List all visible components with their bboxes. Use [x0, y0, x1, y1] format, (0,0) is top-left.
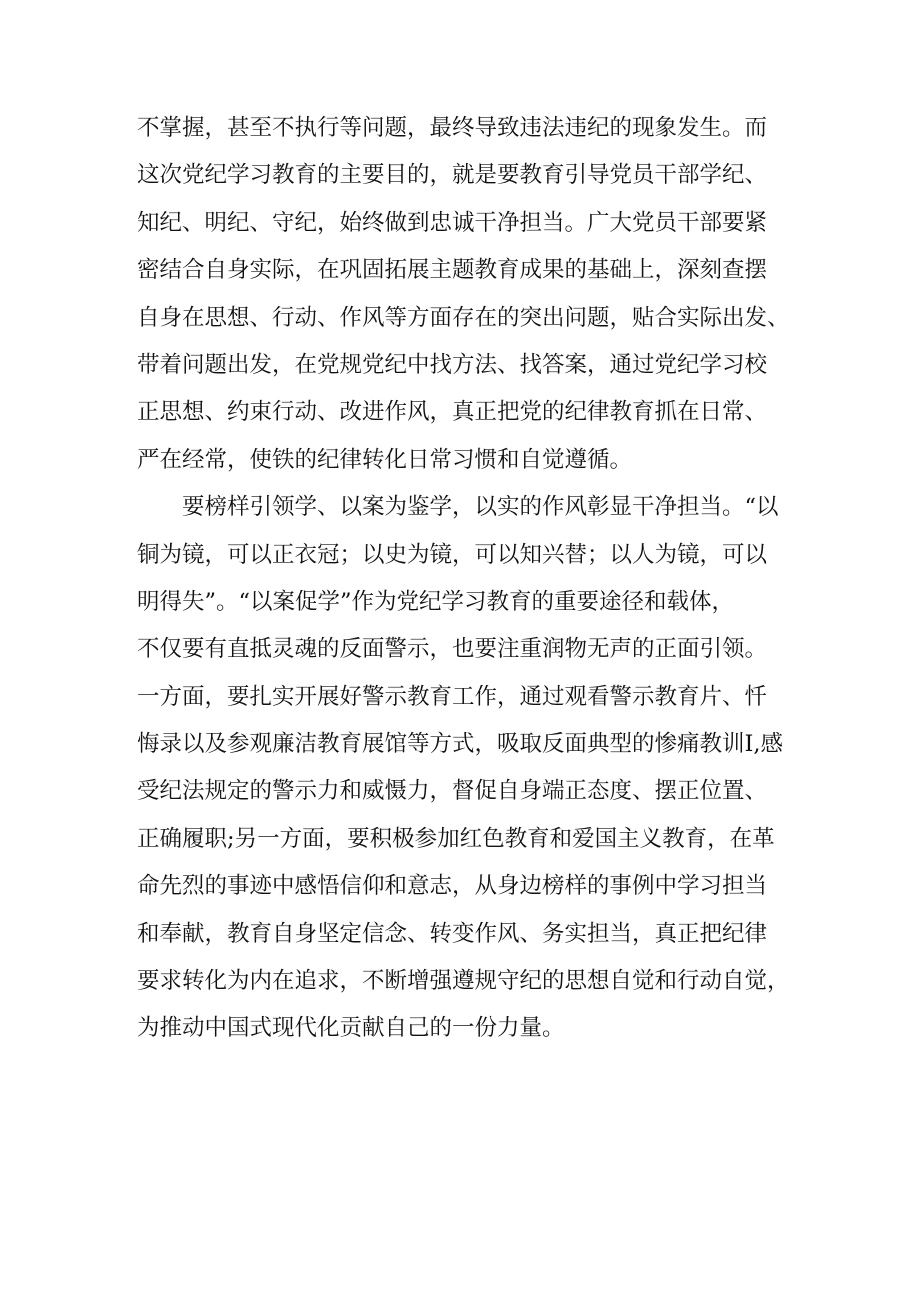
text-line: 带着问题出发，在党规党纪中找方法、找答案，通过党纪学习校 — [137, 351, 768, 378]
text-line: 一方面，要扎实开展好警示教育工作，通过观看警示教育片、忏 — [137, 683, 768, 710]
text-line: 知纪、明纪、守纪，始终做到忠诚干净担当。广大党员干部要紧 — [137, 209, 768, 236]
text-line: 正确履职;另一方面，要积极参加红色教育和爱国主义教育，在革 — [137, 825, 775, 852]
document-body — [137, 105, 797, 1053]
text-line: 自身在思想、行动、作风等方面存在的突出问题，贴合实际出发、 — [137, 304, 790, 331]
text-line: 要榜样引领学、以案为鉴学，以实的作风彰显干净担当。“以 — [182, 494, 779, 521]
text-line: 不仅要有直抵灵魂的反面警示，也要注重润物无声的正面引领。 — [137, 636, 768, 663]
text-line: 密结合自身实际，在巩固拓展主题教育成果的基础上，深刻查摆 — [137, 257, 768, 284]
paragraph-1 — [137, 105, 797, 484]
text-line: 受纪法规定的警示力和威慑力，督促自身端正态度、摆正位置、 — [137, 778, 768, 805]
text-line: 明得失”。“以案促学”作为党纪学习教育的重要途径和载体， — [137, 588, 735, 615]
text-line: 和奉献，教育自身坚定信念、转变作风、务实担当，真正把纪律 — [137, 920, 768, 947]
text-line: 为推动中国式现代化贡献自己的一份力量。 — [137, 1015, 565, 1042]
text-line: 悔录以及参观廉洁教育展馆等方式，吸取反面典型的惨痛教训I,感 — [137, 731, 784, 758]
paragraph-2 — [137, 484, 797, 1053]
text-line: 正思想、约束行动、改进作风，真正把党的纪律教育抓在日常、 — [137, 399, 768, 426]
text-line: 铜为镜，可以正衣冠；以史为镜，可以知兴替；以人为镜，可以 — [137, 541, 768, 568]
text-line: 这次党纪学习教育的主要目的，就是要教育引导党员干部学纪、 — [137, 162, 768, 189]
text-line: 严在经常，使铁的纪律转化日常习惯和自觉遵循。 — [137, 446, 633, 473]
text-line: 不掌握，甚至不执行等问题，最终导致违法违纪的现象发生。而 — [137, 115, 768, 141]
text-line: 命先烈的事迹中感悟信仰和意志，从身边榜样的事例中学习担当 — [137, 873, 768, 900]
text-line: 要求转化为内在追求，不断增强遵规守纪的思想自觉和行动自觉， — [137, 968, 790, 995]
